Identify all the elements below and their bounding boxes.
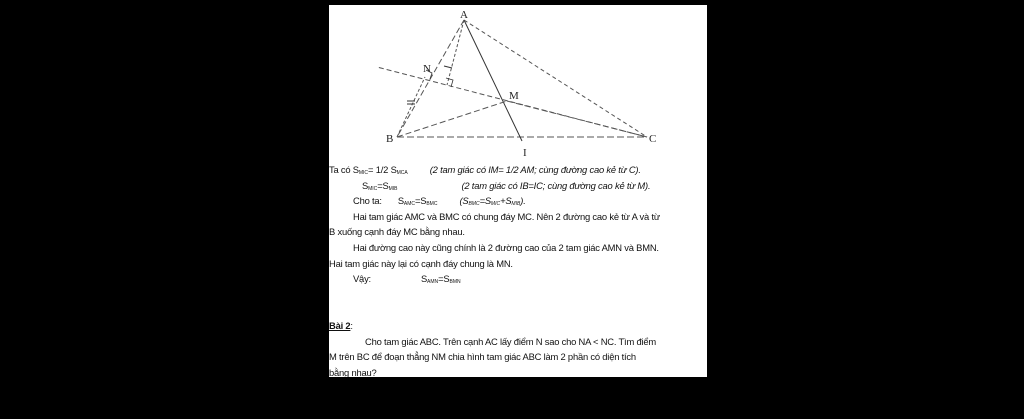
solution-line-3 xyxy=(329,193,707,209)
subscript: AMC xyxy=(403,201,416,208)
subscript: MIC xyxy=(368,185,378,192)
problem-text: M trên BC để đoạn thẳng NM chia hình tam giác ABC làm 2 phần có diện tích xyxy=(329,351,636,363)
solution-line-1 xyxy=(329,162,707,178)
label-a: A xyxy=(460,9,468,21)
paragraph-text: B xuống cạnh đáy MC bằng nhau. xyxy=(329,226,465,238)
label-b: B xyxy=(386,133,394,145)
problem-text: Cho tam giác ABC. Trên cạnh AC lấy điểm N sao cho NA < NC. Tìm điểm xyxy=(365,335,656,347)
tick-mark-1 xyxy=(444,66,452,68)
altitude-from-a xyxy=(447,20,464,85)
blank-line xyxy=(329,302,707,318)
problem-text: bằng nhau? xyxy=(329,366,377,377)
label-c: C xyxy=(649,133,657,145)
subscript: BMC xyxy=(468,201,480,208)
solution-text xyxy=(329,162,707,377)
subscript: AMN xyxy=(427,279,439,286)
segment-bm xyxy=(397,101,507,137)
triangle-figure xyxy=(329,5,707,160)
paragraph-text: Hai đường cao này cũng chính là 2 đường cao của 2 tam giác AMN và BMN. xyxy=(353,241,659,253)
text-fragment: : xyxy=(350,319,353,331)
text-fragment: =S xyxy=(377,179,389,191)
median-ai xyxy=(464,20,522,141)
text-fragment: =S xyxy=(479,195,491,207)
paragraph-2-line-2 xyxy=(329,256,707,272)
document-page xyxy=(329,5,707,377)
solution-line-2 xyxy=(329,178,707,194)
text-fragment: S xyxy=(362,179,369,191)
paragraph-text: Hai tam giác AMC và BMC có chung đáy MC. Nên 2 đường cao kẻ từ A và từ xyxy=(353,210,660,222)
subscript: MIC xyxy=(490,201,501,208)
text-fragment: =S xyxy=(438,273,450,285)
label-n: N xyxy=(423,63,431,75)
text-fragment: S xyxy=(397,195,404,207)
paragraph-1-line-1 xyxy=(329,209,707,225)
text-fragment: (S xyxy=(459,195,469,207)
problem-2-line-3 xyxy=(329,365,707,377)
note-text: (2 tam giác có IB=IC; cùng đường cao kẻ từ M). xyxy=(461,179,651,191)
paragraph-1-line-2 xyxy=(329,224,707,240)
subscript: MCA xyxy=(396,170,408,176)
text-fragment: Cho ta: xyxy=(353,195,382,207)
problem-title: Bài 2 xyxy=(329,319,351,331)
text-fragment: Vậy: xyxy=(353,273,371,285)
text-fragment: =S xyxy=(415,195,427,207)
problem-2-line-2 xyxy=(329,349,707,365)
text-fragment: Ta có S xyxy=(329,164,359,175)
paragraph-2-line-1 xyxy=(329,240,707,256)
problem-2-heading xyxy=(329,318,707,334)
problem-2-line-1 xyxy=(329,334,707,350)
label-m: M xyxy=(509,90,519,102)
subscript: MIC xyxy=(358,170,369,176)
altitude-from-b xyxy=(397,77,425,137)
subscript: BMC xyxy=(426,201,438,208)
subscript: BMN xyxy=(449,279,461,286)
label-i: I xyxy=(523,147,527,159)
side-ac xyxy=(464,20,647,137)
text-fragment: +S xyxy=(500,195,512,207)
subscript: MIB xyxy=(388,185,398,192)
paragraph-text: Hai tam giác này lại có cạnh đáy chung là MN. xyxy=(329,257,513,269)
blank-line xyxy=(329,287,707,303)
text-fragment: = 1/2 S xyxy=(368,164,397,175)
conclusion-line xyxy=(329,271,707,287)
text-fragment: ). xyxy=(520,195,526,207)
note-text: (2 tam giác có IM= 1/2 AM; cùng đường cao kẻ từ C). xyxy=(429,164,641,175)
text-fragment: S xyxy=(420,273,428,285)
subscript: MIB xyxy=(511,201,521,208)
